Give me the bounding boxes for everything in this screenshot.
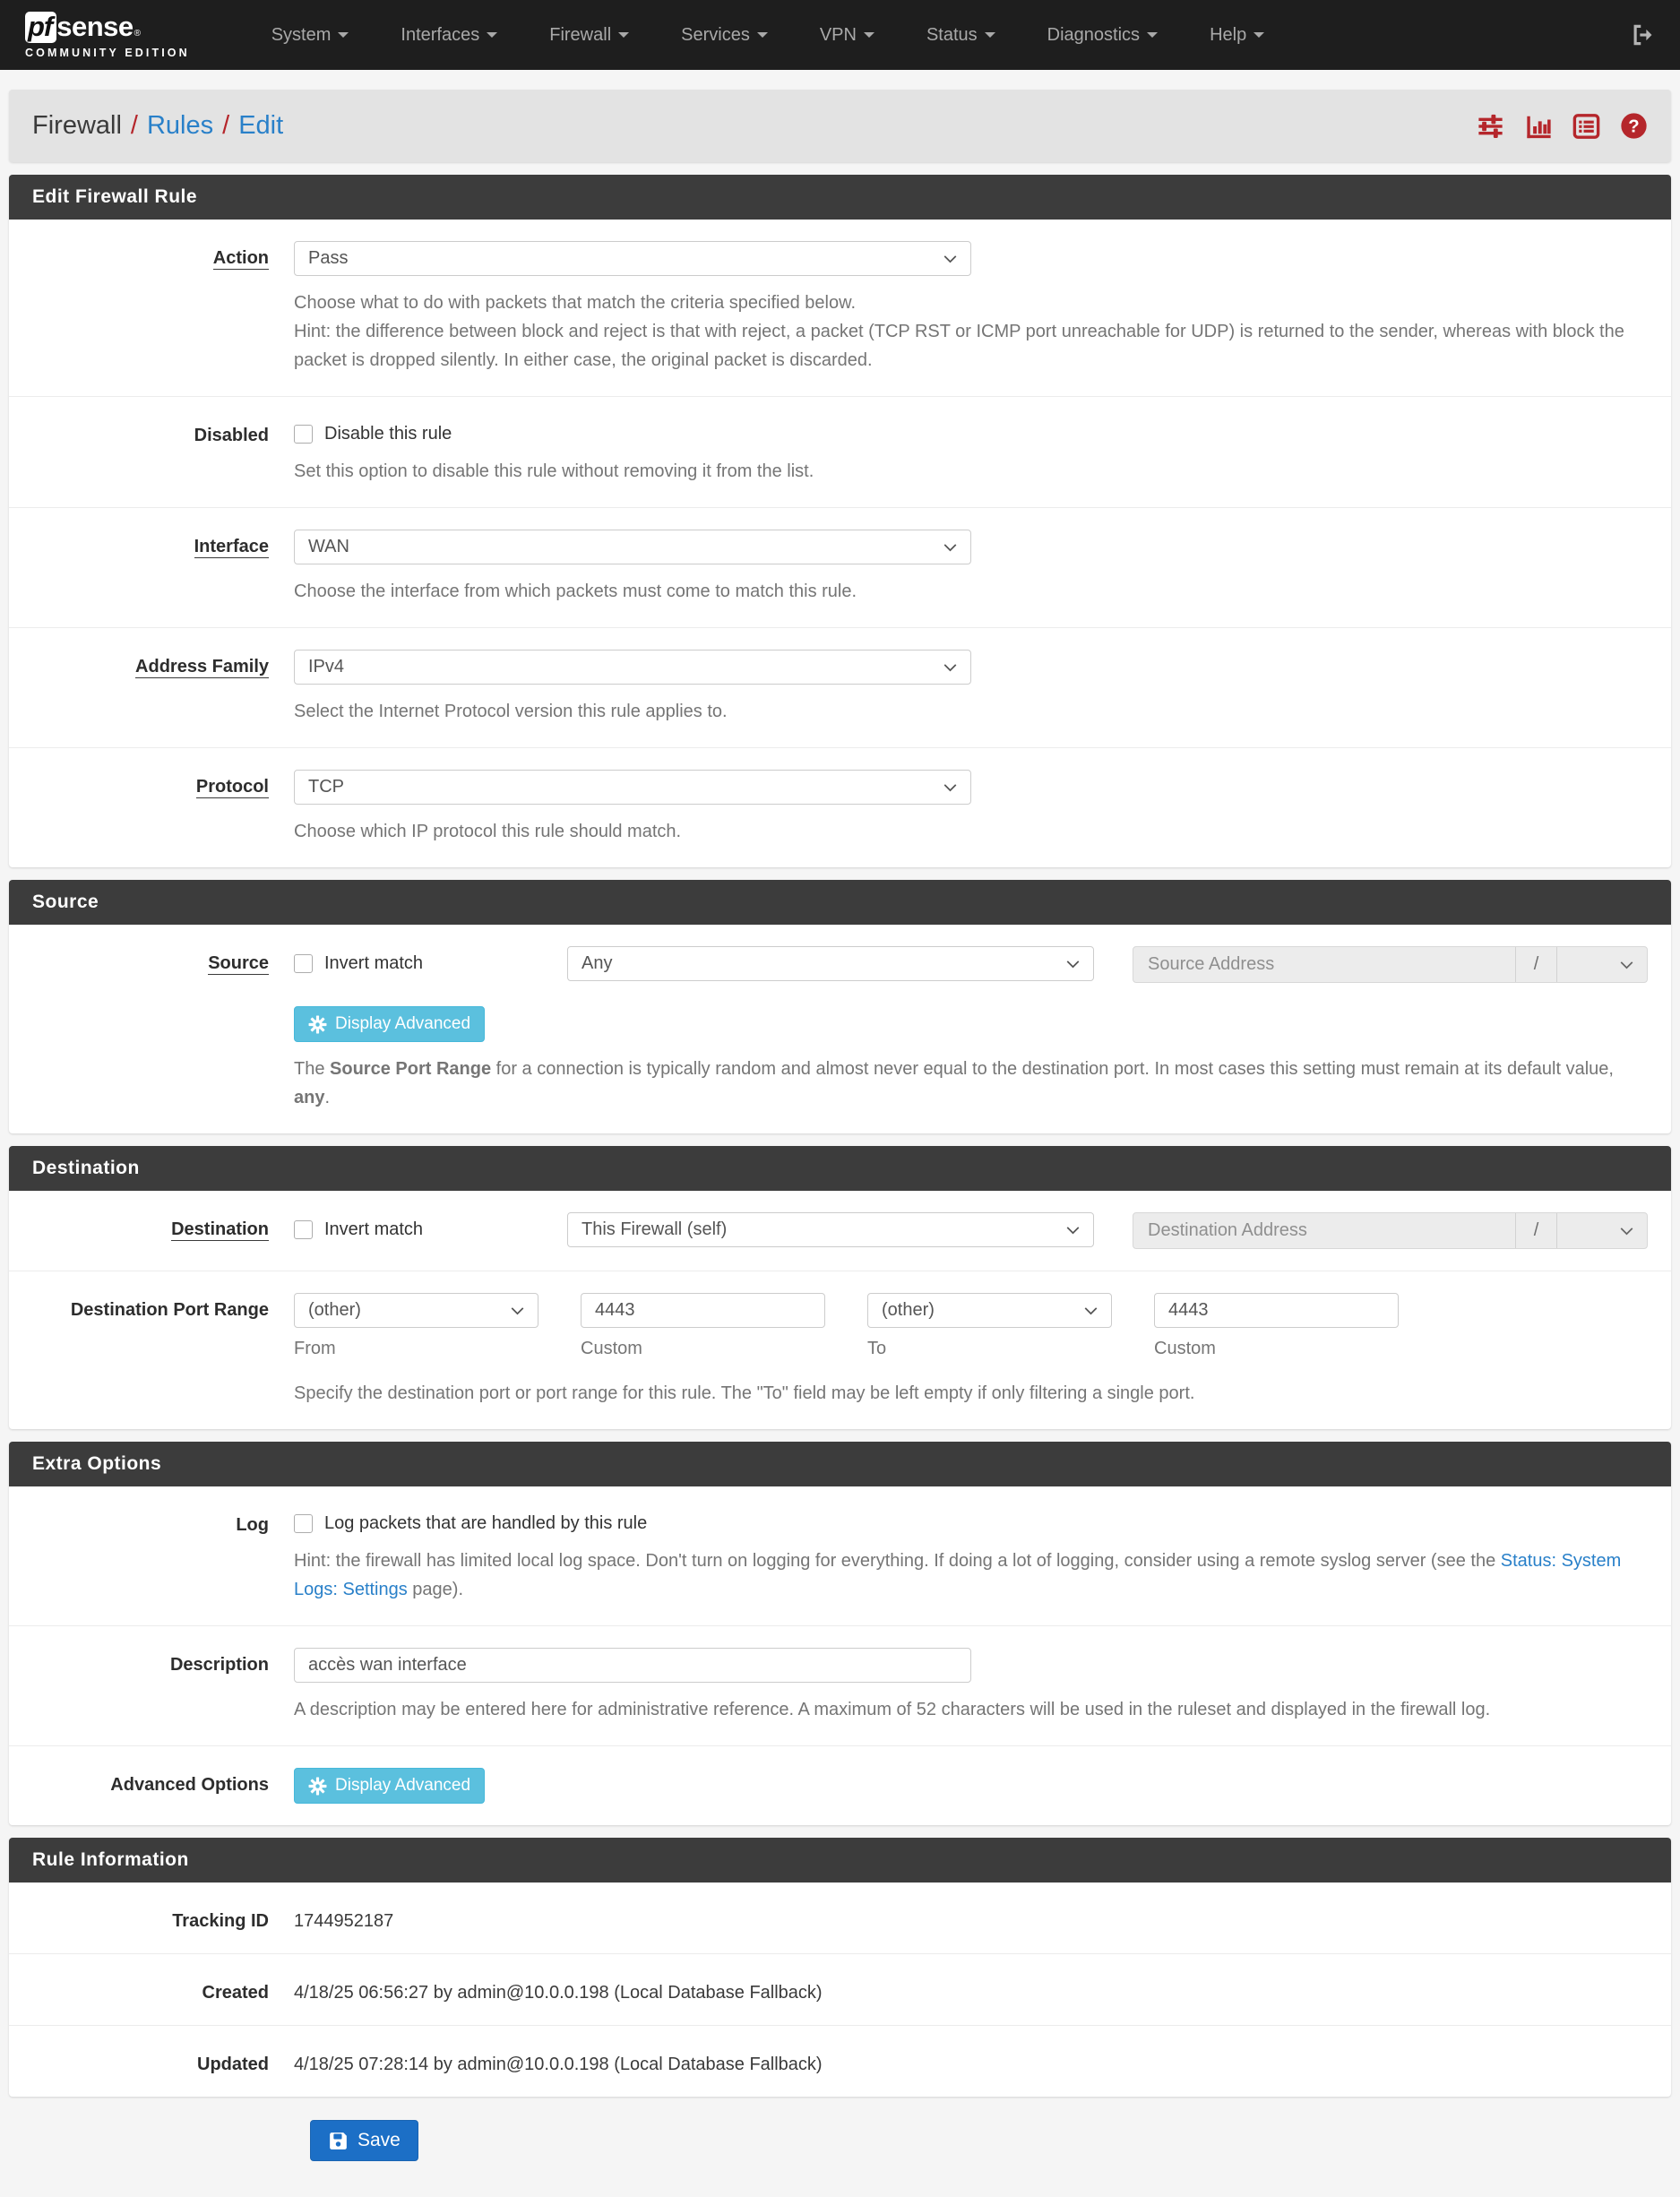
- breadcrumb-actions: [1476, 112, 1648, 140]
- destination-type-select[interactable]: This Firewall (self): [567, 1212, 1094, 1247]
- action-select[interactable]: Pass: [294, 241, 971, 276]
- tracking-id-label: Tracking ID: [172, 1911, 269, 1931]
- updated-value: 4/18/25 07:28:14 by admin@10.0.0.198 (Local Database Fallback): [294, 2055, 823, 2074]
- interface-select[interactable]: WAN: [294, 530, 971, 564]
- caret-down-icon: [864, 32, 874, 38]
- nav-item-vpn[interactable]: VPN: [794, 0, 900, 70]
- port-to-sublabel: To: [867, 1339, 887, 1358]
- nav-item-firewall[interactable]: Firewall: [523, 0, 655, 70]
- save-button[interactable]: Save: [310, 2120, 418, 2161]
- destination-address-group: [1133, 1212, 1648, 1249]
- caret-down-icon: [757, 32, 768, 38]
- nav-item-status[interactable]: Status: [900, 0, 1021, 70]
- destination-port-help: Specify the destination port or port range for this rule. The "To" field may be left empty if only filtering a single port.: [294, 1383, 1195, 1403]
- system-logs-settings-link[interactable]: Status: System Logs: Settings: [294, 1551, 1622, 1599]
- source-invert-label: Invert match: [324, 953, 424, 973]
- disable-rule-checkbox-label: Disable this rule: [324, 424, 452, 444]
- source-address-group: [1133, 946, 1648, 983]
- port-to-custom-input[interactable]: [1154, 1293, 1399, 1328]
- breadcrumb-edit-link[interactable]: Edit: [238, 111, 284, 140]
- destination-invert-checkbox[interactable]: [294, 1220, 313, 1239]
- interface-help: Choose the interface from which packets must come to match this rule.: [294, 582, 857, 601]
- caret-down-icon: [618, 32, 629, 38]
- source-row: [9, 925, 1671, 1133]
- address-family-label: Address Family: [135, 657, 269, 676]
- breadcrumb: [32, 111, 283, 141]
- destination-invert-label: Invert match: [324, 1219, 424, 1239]
- port-to-select[interactable]: (other): [867, 1293, 1112, 1328]
- tracking-id-value: 1744952187: [294, 1911, 394, 1931]
- port-from-custom-sublabel: Custom: [581, 1339, 642, 1358]
- source-port-help: The Source Port Range for a connection is typically random and almost never equal to the destination port. In most cases this setting must remain at its default value, any.: [294, 1059, 1614, 1107]
- port-from-sublabel: From: [294, 1339, 336, 1358]
- chevron-down-icon: [1620, 1227, 1633, 1236]
- updated-row: [9, 2026, 1671, 2097]
- destination-port-range-row: [9, 1271, 1671, 1429]
- help-icon[interactable]: [1620, 112, 1648, 140]
- panel-source: [9, 880, 1671, 1133]
- navbar-menu: [246, 0, 1290, 70]
- address-family-help: Select the Internet Protocol version this rule applies to.: [294, 702, 728, 721]
- logo-edition-text: COMMUNITY EDITION: [25, 46, 190, 59]
- description-row: [9, 1626, 1671, 1746]
- interface-label: Interface: [194, 537, 269, 556]
- mask-separator: /: [1515, 947, 1557, 982]
- panel-rule-information: [9, 1838, 1671, 2097]
- logo-sense-text: sense: [56, 10, 134, 42]
- description-input[interactable]: [294, 1648, 971, 1683]
- chevron-down-icon: [511, 1306, 524, 1315]
- caret-down-icon: [1147, 32, 1158, 38]
- log-help: Hint: the firewall has limited local log space. Don't turn on logging for everything. If doing a lot of logging, consider using a remote syslog server (see the Status: System Logs: Settings page).: [294, 1551, 1622, 1599]
- chevron-down-icon: [1084, 1306, 1098, 1315]
- log-label: Log: [236, 1515, 269, 1535]
- protocol-row: [9, 748, 1671, 867]
- help-glyph: ?: [1628, 116, 1640, 137]
- breadcrumb-separator: /: [130, 111, 138, 140]
- source-mask-select[interactable]: [1557, 947, 1647, 982]
- disabled-help: Set this option to disable this rule without removing it from the list.: [294, 461, 814, 481]
- destination-row: [9, 1191, 1671, 1271]
- action-label: Action: [212, 248, 269, 268]
- panel-title: Destination: [9, 1146, 1671, 1191]
- caret-down-icon: [338, 32, 349, 38]
- advanced-options-label: Advanced Options: [110, 1775, 269, 1795]
- action-help: Choose what to do with packets that match the criteria specified below. Hint: the difference between block and reject is that with reject, a packet (TCP RST or ICMP port unreachable for UDP) is returned to the sender, whereas with block the packet is dropped silently. In either case, the original packet is discarded.: [294, 293, 1624, 370]
- panel-title: Extra Options: [9, 1442, 1671, 1486]
- panel-edit-firewall-rule: [9, 175, 1671, 867]
- description-label: Description: [169, 1655, 269, 1675]
- protocol-label: Protocol: [195, 777, 269, 797]
- source-label: Source: [208, 953, 269, 973]
- disable-rule-checkbox[interactable]: [294, 425, 313, 444]
- chevron-down-icon: [1066, 1226, 1080, 1235]
- action-row: [9, 220, 1671, 397]
- panel-title: Source: [9, 880, 1671, 925]
- source-display-advanced-button[interactable]: Display Advanced: [294, 1006, 485, 1042]
- logo-registered-mark: ®: [134, 28, 142, 39]
- logo-pf-box: pf: [25, 12, 56, 43]
- chevron-down-icon: [943, 663, 957, 672]
- panel-extra-options: [9, 1442, 1671, 1825]
- destination-port-range-label: Destination Port Range: [70, 1300, 269, 1320]
- nav-item-services[interactable]: Services: [655, 0, 794, 70]
- top-navbar: [0, 0, 1680, 70]
- gear-icon: [308, 1015, 327, 1034]
- nav-item-interfaces[interactable]: Interfaces: [375, 0, 523, 70]
- interface-row: [9, 508, 1671, 628]
- chevron-down-icon: [1066, 960, 1080, 969]
- destination-mask-select[interactable]: [1557, 1213, 1647, 1248]
- nav-item-system[interactable]: System: [246, 0, 375, 70]
- panel-title: Rule Information: [9, 1838, 1671, 1883]
- caret-down-icon: [487, 32, 497, 38]
- breadcrumb-rules-link[interactable]: Rules: [146, 111, 214, 140]
- advanced-options-row: [9, 1746, 1671, 1825]
- save-icon: [328, 2131, 349, 2151]
- gear-icon: [308, 1777, 327, 1796]
- pfsense-logo[interactable]: [25, 12, 190, 59]
- tracking-id-row: [9, 1883, 1671, 1954]
- mask-separator: /: [1515, 1213, 1557, 1248]
- panel-title: Edit Firewall Rule: [9, 175, 1671, 220]
- destination-address-input[interactable]: [1133, 1213, 1515, 1248]
- caret-down-icon: [985, 32, 995, 38]
- chevron-down-icon: [1620, 961, 1633, 969]
- created-row: [9, 1954, 1671, 2026]
- protocol-select[interactable]: TCP: [294, 770, 971, 805]
- chevron-down-icon: [943, 254, 957, 263]
- port-from-select[interactable]: (other): [294, 1293, 538, 1328]
- bar-chart-icon[interactable]: [1525, 113, 1553, 140]
- description-help: A description may be entered here for administrative reference. A maximum of 52 characters will be used in the ruleset and displayed in the firewall log.: [294, 1700, 1491, 1719]
- nav-item-diagnostics[interactable]: Diagnostics: [1021, 0, 1184, 70]
- destination-label: Destination: [171, 1219, 269, 1239]
- breadcrumb-firewall: Firewall: [32, 111, 122, 140]
- chevron-down-icon: [943, 543, 957, 552]
- nav-item-help[interactable]: Help: [1184, 0, 1290, 70]
- breadcrumb-bar: [9, 90, 1671, 162]
- disabled-label: Disabled: [194, 426, 269, 445]
- log-packets-checkbox-label: Log packets that are handled by this rule: [324, 1513, 648, 1533]
- source-address-input[interactable]: [1133, 947, 1515, 982]
- sign-out-icon[interactable]: [1630, 22, 1655, 47]
- port-from-custom-input[interactable]: [581, 1293, 825, 1328]
- log-packets-checkbox[interactable]: [294, 1514, 313, 1533]
- created-value: 4/18/25 06:56:27 by admin@10.0.0.198 (Local Database Fallback): [294, 1983, 823, 2003]
- sliders-icon[interactable]: [1476, 113, 1505, 140]
- list-icon[interactable]: [1572, 113, 1600, 140]
- caret-down-icon: [1254, 32, 1264, 38]
- address-family-select[interactable]: IPv4: [294, 650, 971, 685]
- log-row: [9, 1486, 1671, 1626]
- disabled-row: [9, 397, 1671, 508]
- chevron-down-icon: [943, 783, 957, 792]
- advanced-display-advanced-button[interactable]: Display Advanced: [294, 1768, 485, 1804]
- protocol-help: Choose which IP protocol this rule should match.: [294, 822, 682, 841]
- address-family-row: [9, 628, 1671, 748]
- breadcrumb-separator: /: [222, 111, 230, 140]
- panel-destination: [9, 1146, 1671, 1429]
- source-invert-checkbox[interactable]: [294, 954, 313, 973]
- port-to-custom-sublabel: Custom: [1154, 1339, 1216, 1358]
- source-type-select[interactable]: Any: [567, 946, 1094, 981]
- created-label: Created: [202, 1983, 269, 2003]
- updated-label: Updated: [197, 2055, 269, 2074]
